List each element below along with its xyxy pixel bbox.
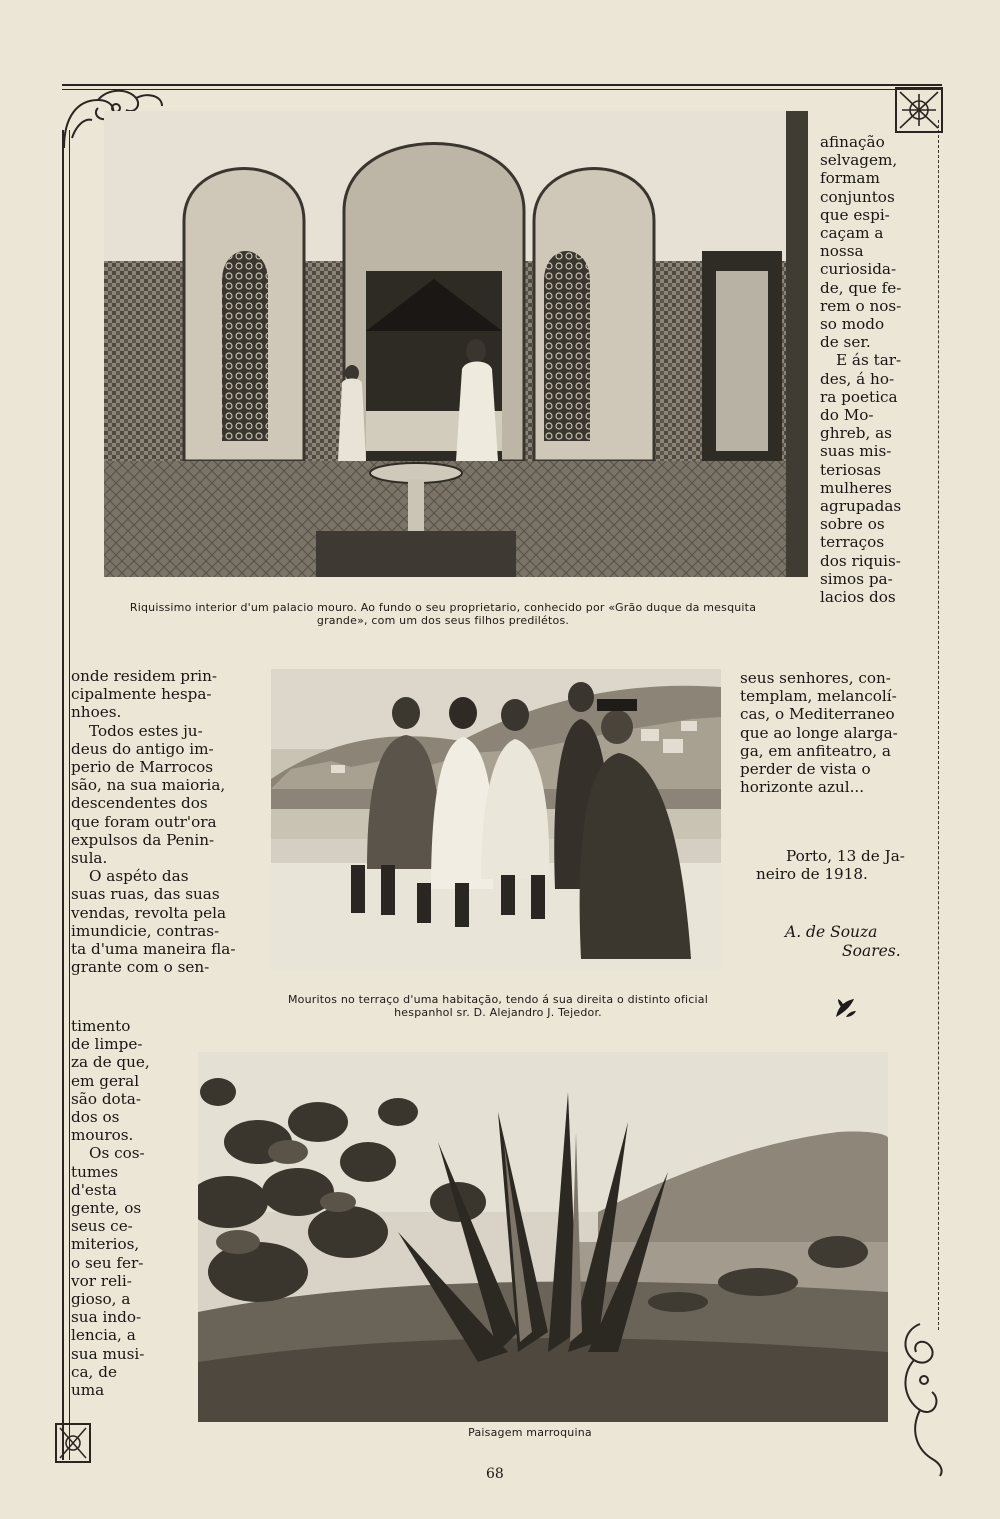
text-line: o seu fer- <box>71 1253 144 1272</box>
text-line: formam <box>820 169 880 188</box>
text-line: vor reli- <box>71 1271 132 1290</box>
text-line: sobre os <box>820 515 885 534</box>
palace-interior-photo <box>104 111 808 577</box>
text-line: miterios, <box>71 1235 140 1254</box>
text-line: nhoes. <box>71 703 122 722</box>
text-line: horizonte azul... <box>740 778 865 797</box>
text-line: E ás tar- <box>836 351 902 370</box>
text-line: suas mis- <box>820 442 892 461</box>
text-line: O aspéto das <box>89 867 189 886</box>
text-line: timento <box>71 1017 131 1035</box>
text-line: em geral <box>71 1071 140 1090</box>
text-line: dos os <box>71 1108 120 1127</box>
text-line: grante com o sen- <box>71 958 210 977</box>
dateline-line-1: Porto, 13 de Ja- <box>786 847 905 865</box>
text-line: que foram outr'ora <box>71 812 217 831</box>
text-line: rem o nos- <box>820 296 902 315</box>
bottom-left-ornament-icon <box>52 1418 96 1468</box>
text-line: nossa <box>820 242 864 261</box>
text-line: caçam a <box>820 224 884 243</box>
text-line: simos pa- <box>820 569 893 588</box>
text-line: lacios dos <box>820 588 896 607</box>
landscape-photo-caption: Paisagem marroquina <box>468 1426 592 1439</box>
left-text-column <box>71 667 267 976</box>
text-line: ra poetica <box>820 387 898 406</box>
text-line: suas ruas, das suas <box>71 885 220 904</box>
palace-photo-caption: Riquissimo interior d'um palacio mouro. Ao fundo o seu proprietario, conhecido por «Grão duque da mesquita grande», com um dos seus filhos predilétos. <box>129 601 757 627</box>
text-line: são dota- <box>71 1089 141 1108</box>
top-border-rule <box>62 84 942 90</box>
text-line: de ser. <box>820 333 871 352</box>
text-line: imundicie, contras- <box>71 921 220 940</box>
page-number: 68 <box>486 1466 504 1482</box>
text-line: sua indo- <box>71 1308 142 1327</box>
text-line: so modo <box>820 315 885 334</box>
text-line: terraços <box>820 533 885 552</box>
signature-line-2: Soares. <box>842 942 901 960</box>
text-line: são, na sua maioria, <box>71 776 226 795</box>
right-text-column-wide <box>740 669 932 796</box>
text-line: uma <box>71 1381 105 1400</box>
text-line: d'esta <box>71 1180 117 1199</box>
text-line: cipalmente hespa- <box>71 685 212 704</box>
text-line: seus ce- <box>71 1217 133 1236</box>
text-line: Os cos- <box>89 1144 145 1163</box>
fleuron-ornament-icon <box>832 995 858 1021</box>
text-line: gioso, a <box>71 1290 131 1309</box>
text-line: ga, em anfiteatro, a <box>740 741 891 760</box>
dateline-line-2: neiro de 1918. <box>756 865 868 884</box>
text-line: que espi- <box>820 205 890 224</box>
text-line: afinação <box>820 133 885 151</box>
text-line: do Mo- <box>820 406 874 425</box>
text-line: perio de Marrocos <box>71 758 214 777</box>
text-line: vendas, revolta pela <box>71 903 227 922</box>
text-line: gente, os <box>71 1199 142 1218</box>
signature-line-1: A. de Souza <box>785 923 878 941</box>
bottom-right-ornament-icon <box>890 1320 950 1480</box>
left-text-column-narrow <box>71 1017 161 1399</box>
text-line: conjuntos <box>820 187 895 206</box>
text-line: mulheres <box>820 478 892 497</box>
text-line: cas, o Mediterraneo <box>740 705 895 724</box>
text-line: de limpe- <box>71 1035 143 1054</box>
text-line: sula. <box>71 849 108 868</box>
boys-terrace-photo <box>271 669 721 971</box>
text-line: de, que fe- <box>820 278 902 297</box>
text-line: lencia, a <box>71 1326 136 1345</box>
text-line: dos riquis- <box>820 551 901 570</box>
text-line: sua musi- <box>71 1344 145 1363</box>
text-line: seus senhores, con- <box>740 669 891 687</box>
text-line: Todos estes ju- <box>89 721 203 740</box>
landscape-photo <box>198 1052 888 1422</box>
boys-photo-caption: Mouritos no terraço d'uma habitação, tendo á sua direita o distinto oficial hespanhol sr. D. Alejandro J. Tejedor. <box>287 993 708 1019</box>
text-line: mouros. <box>71 1126 134 1145</box>
text-line: expulsos da Penin- <box>71 830 215 849</box>
text-line: ghreb, as <box>820 424 892 443</box>
text-line: descendentes dos <box>71 794 208 813</box>
left-border-rule <box>62 130 70 1460</box>
text-line: curiosida- <box>820 260 897 279</box>
right-border-rule <box>938 120 939 1330</box>
right-text-column <box>820 133 932 606</box>
text-line: za de que, <box>71 1053 150 1072</box>
text-line: templam, melancolí- <box>740 687 897 706</box>
text-line: que ao longe alarga- <box>740 723 898 742</box>
text-line: tumes <box>71 1162 119 1181</box>
text-line: ca, de <box>71 1362 117 1381</box>
text-line: des, á ho- <box>820 369 895 388</box>
text-line: perder de vista o <box>740 760 871 779</box>
dateline <box>756 847 936 883</box>
text-line: deus do antigo im- <box>71 739 214 758</box>
text-line: agrupadas <box>820 497 902 516</box>
text-line: selvagem, <box>820 151 898 170</box>
text-line: onde residem prin- <box>71 667 218 685</box>
text-line: ta d'uma maneira fla- <box>71 940 236 959</box>
text-line: teriosas <box>820 460 881 479</box>
